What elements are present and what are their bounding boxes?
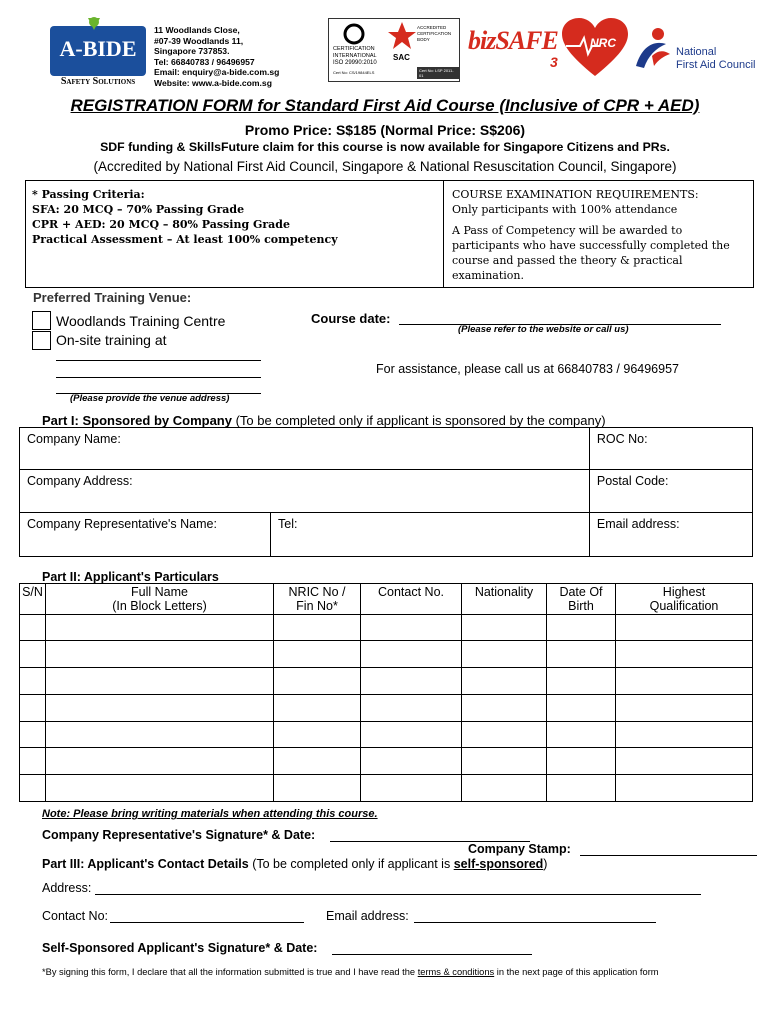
- address-line: Email: enquiry@a-bide.com.sg: [154, 67, 280, 77]
- bizsafe-logo: [468, 26, 558, 76]
- part2-heading: Part II: Applicant's Particulars: [42, 570, 219, 584]
- woodlands-checkbox[interactable]: [32, 311, 51, 330]
- part3-heading-bold: Part III: Applicant's Contact Details: [42, 857, 249, 871]
- declaration: [42, 967, 659, 977]
- table-cell[interactable]: [462, 615, 547, 641]
- cert-no: Cert No: CS/19844ELS: [333, 70, 375, 75]
- table-cell[interactable]: [274, 641, 361, 668]
- table-cell[interactable]: [361, 641, 462, 668]
- table-cell[interactable]: [462, 668, 547, 695]
- table-cell[interactable]: [46, 641, 274, 668]
- table-cell[interactable]: [20, 668, 46, 695]
- roc-label: ROC No:: [596, 432, 648, 446]
- header-sn: S/N: [20, 584, 46, 615]
- criteria-line: * Passing Criteria:: [32, 188, 145, 201]
- table-cell[interactable]: [46, 695, 274, 722]
- table-cell[interactable]: [361, 615, 462, 641]
- email-label: Email address:: [596, 517, 680, 531]
- table-cell[interactable]: [274, 668, 361, 695]
- company-name-cell[interactable]: [20, 428, 590, 470]
- declaration-pre: *By signing this form, I declare that all the information submitted is true and I have read the: [42, 967, 418, 977]
- applicant-email-field[interactable]: [414, 922, 656, 923]
- table-cell[interactable]: [462, 775, 547, 802]
- table-row: [20, 695, 753, 722]
- table-cell[interactable]: [20, 748, 46, 775]
- tel-label: Tel:: [278, 517, 298, 531]
- address-line: #07-39 Woodlands 11,: [154, 35, 244, 46]
- header-qualification: Highest Qualification: [616, 584, 753, 615]
- table-cell[interactable]: [616, 641, 753, 668]
- self-signature-field[interactable]: [332, 954, 532, 955]
- acc-line1: ACCREDITED: [417, 25, 447, 30]
- rep-name-label: Company Representative's Name:: [27, 517, 217, 531]
- company-stamp-label: Company Stamp:: [468, 842, 571, 856]
- table-cell[interactable]: [616, 695, 753, 722]
- table-cell[interactable]: [547, 695, 616, 722]
- sac-star-icon: [387, 21, 417, 51]
- roc-cell[interactable]: [589, 428, 752, 470]
- table-cell[interactable]: [361, 722, 462, 748]
- venue-note: (Please provide the venue address): [70, 393, 230, 404]
- applicant-email-label: Email address:: [326, 909, 409, 923]
- part3-heading: [42, 857, 547, 871]
- contact-field[interactable]: [110, 922, 304, 923]
- table-cell[interactable]: [20, 722, 46, 748]
- bizsafe-level: 3: [550, 54, 558, 70]
- woodlands-label: Woodlands Training Centre: [56, 313, 226, 329]
- bizsafe-text: bizSAFE: [468, 26, 558, 55]
- criteria-divider: [443, 181, 444, 287]
- onsite-checkbox[interactable]: [32, 331, 51, 350]
- header-fullname: Full Name (In Block Letters): [46, 584, 274, 615]
- circle-logo-icon: [339, 23, 369, 45]
- table-cell[interactable]: [274, 722, 361, 748]
- abide-logo-text: A-BIDE: [59, 36, 137, 61]
- sac-text: SAC: [393, 53, 410, 62]
- table-cell[interactable]: [46, 615, 274, 641]
- header-contact: Contact No.: [361, 584, 462, 615]
- table-cell[interactable]: [361, 668, 462, 695]
- company-stamp-field[interactable]: [580, 855, 757, 856]
- table-cell[interactable]: [20, 775, 46, 802]
- exam-requirements: [452, 187, 730, 283]
- assistance-note: For assistance, please call us at 66840783 / 96496957: [376, 362, 679, 376]
- exam-line: course and passed the theory & practical: [452, 254, 683, 267]
- address-label: Address:: [42, 881, 92, 895]
- table-cell[interactable]: [274, 695, 361, 722]
- table-cell[interactable]: [616, 722, 753, 748]
- table-cell[interactable]: [46, 668, 274, 695]
- acc-line2: CERTIFICATION: [417, 31, 452, 36]
- postal-cell[interactable]: [589, 470, 752, 513]
- declaration-post: in the next page of this application form: [494, 967, 659, 977]
- part3-heading-rest: (To be completed only if applicant is: [248, 857, 454, 871]
- header-nric: NRIC No / Fin No*: [274, 584, 361, 615]
- table-cell[interactable]: [462, 722, 547, 748]
- form-title: REGISTRATION FORM for Standard First Aid Course (Inclusive of CPR + AED): [70, 96, 700, 115]
- table-cell[interactable]: [547, 641, 616, 668]
- applicant-table: [19, 583, 753, 802]
- table-cell[interactable]: [616, 748, 753, 775]
- promo-price: Promo Price: S$185 (Normal Price: S$206): [244, 122, 526, 138]
- exam-line: COURSE EXAMINATION REQUIREMENTS:: [452, 188, 699, 201]
- nrc-text: NRC: [590, 36, 616, 50]
- venue-heading: Preferred Training Venue:: [33, 290, 192, 305]
- address-field[interactable]: [95, 894, 701, 895]
- table-cell[interactable]: [20, 695, 46, 722]
- header-dob: Date Of Birth: [547, 584, 616, 615]
- cert-no-2: Cert No: LSP 2011-01: [417, 67, 459, 79]
- exam-line: examination.: [452, 269, 525, 282]
- company-address-block: [154, 25, 279, 88]
- table-cell[interactable]: [274, 775, 361, 802]
- exam-line: participants who have successfully completed the: [452, 239, 730, 252]
- nfac-line2: First Aid Council: [676, 59, 756, 71]
- course-date-note: (Please refer to the website or call us): [458, 324, 629, 335]
- passing-criteria: [32, 187, 338, 247]
- table-cell[interactable]: [20, 615, 46, 641]
- self-sponsored-text: self-sponsored: [453, 857, 544, 871]
- part1-heading: [42, 413, 606, 428]
- email-cell[interactable]: [589, 513, 752, 557]
- venue-address-line[interactable]: [56, 360, 261, 361]
- table-row: [20, 615, 753, 641]
- part1-heading-bold: Part I: Sponsored by Company: [42, 413, 232, 428]
- company-address-cell[interactable]: [20, 470, 590, 513]
- company-address-label: Company Address:: [27, 474, 133, 488]
- table-cell[interactable]: [462, 695, 547, 722]
- address-line: Singapore 737853.: [154, 46, 230, 56]
- table-row: [20, 775, 753, 802]
- nfac-logo: [632, 26, 762, 76]
- part1-heading-rest: (To be completed only if applicant is sponsored by the company): [231, 413, 606, 428]
- criteria-box: [25, 180, 754, 288]
- cert-iso: ISO 29990:2010: [333, 60, 377, 66]
- table-cell[interactable]: [361, 775, 462, 802]
- postal-label: Postal Code:: [596, 474, 669, 488]
- table-cell[interactable]: [274, 748, 361, 775]
- tel-cell[interactable]: [271, 513, 590, 557]
- table-cell[interactable]: [46, 775, 274, 802]
- address-line: Tel: 66840783 / 96496957: [154, 56, 255, 67]
- table-cell[interactable]: [46, 722, 274, 748]
- criteria-line: SFA: 20 MCQ – 70% Passing Grade: [32, 203, 245, 216]
- table-cell[interactable]: [462, 641, 547, 668]
- nfac-line1: National: [676, 46, 717, 58]
- abide-logo-subtitle: Safety Solutions: [60, 76, 136, 87]
- table-cell[interactable]: [547, 748, 616, 775]
- table-cell[interactable]: [547, 615, 616, 641]
- table-cell[interactable]: [361, 748, 462, 775]
- table-cell[interactable]: [616, 668, 753, 695]
- nrc-logo: [560, 16, 630, 78]
- criteria-line: CPR + AED: 20 MCQ – 80% Passing Grade: [32, 218, 290, 231]
- cert-line2: INTERNATIONAL: [333, 53, 377, 59]
- table-cell[interactable]: [547, 775, 616, 802]
- table-cell[interactable]: [462, 748, 547, 775]
- table-cell[interactable]: [46, 748, 274, 775]
- table-row: [20, 668, 753, 695]
- table-cell[interactable]: [547, 722, 616, 748]
- part3-heading-close: ): [543, 857, 548, 871]
- rep-signature-label: Company Representative's Signature* & Date:: [42, 828, 316, 842]
- table-cell[interactable]: [20, 641, 46, 668]
- address-line: 11 Woodlands Close,: [154, 25, 240, 35]
- acc-line3: BODY: [417, 37, 430, 42]
- criteria-line: Practical Assessment – At least 100% competency: [32, 233, 338, 246]
- abide-logo: [48, 16, 148, 90]
- company-table: [19, 427, 753, 557]
- self-signature-label: Self-Sponsored Applicant's Signature* & Date:: [42, 941, 318, 955]
- terms-link[interactable]: terms & conditions: [417, 967, 495, 977]
- venue-address-line[interactable]: [56, 377, 261, 378]
- writing-materials-note: Note: Please bring writing materials when attending this course.: [42, 808, 378, 820]
- accreditation-note: (Accredited by National First Aid Council, Singapore & National Resuscitation Council, Singapore): [93, 159, 677, 174]
- table-row: [20, 722, 753, 748]
- header-nationality: Nationality: [462, 584, 547, 615]
- table-row: [20, 641, 753, 668]
- table-cell[interactable]: [616, 775, 753, 802]
- table-cell[interactable]: [361, 695, 462, 722]
- rep-name-cell[interactable]: [20, 513, 271, 557]
- course-date-label: Course date:: [311, 311, 391, 326]
- exam-line: Only participants with 100% attendance: [452, 203, 678, 216]
- certification-badge: [328, 18, 460, 82]
- onsite-label: On-site training at: [56, 332, 167, 348]
- company-name-label: Company Name:: [27, 432, 121, 446]
- contact-label: Contact No:: [42, 909, 109, 923]
- nfac-figure-icon: [632, 26, 672, 70]
- table-cell[interactable]: [274, 615, 361, 641]
- cert-line1: CERTIFICATION: [333, 46, 375, 52]
- table-row: [20, 748, 753, 775]
- exam-line: A Pass of Competency will be awarded to: [452, 224, 683, 237]
- table-cell[interactable]: [616, 615, 753, 641]
- table-cell[interactable]: [547, 668, 616, 695]
- address-line: Website: www.a-bide.com.sg: [154, 77, 272, 88]
- funding-note: SDF funding & SkillsFuture claim for this course is now available for Singapore Citizens and PRs.: [100, 140, 670, 154]
